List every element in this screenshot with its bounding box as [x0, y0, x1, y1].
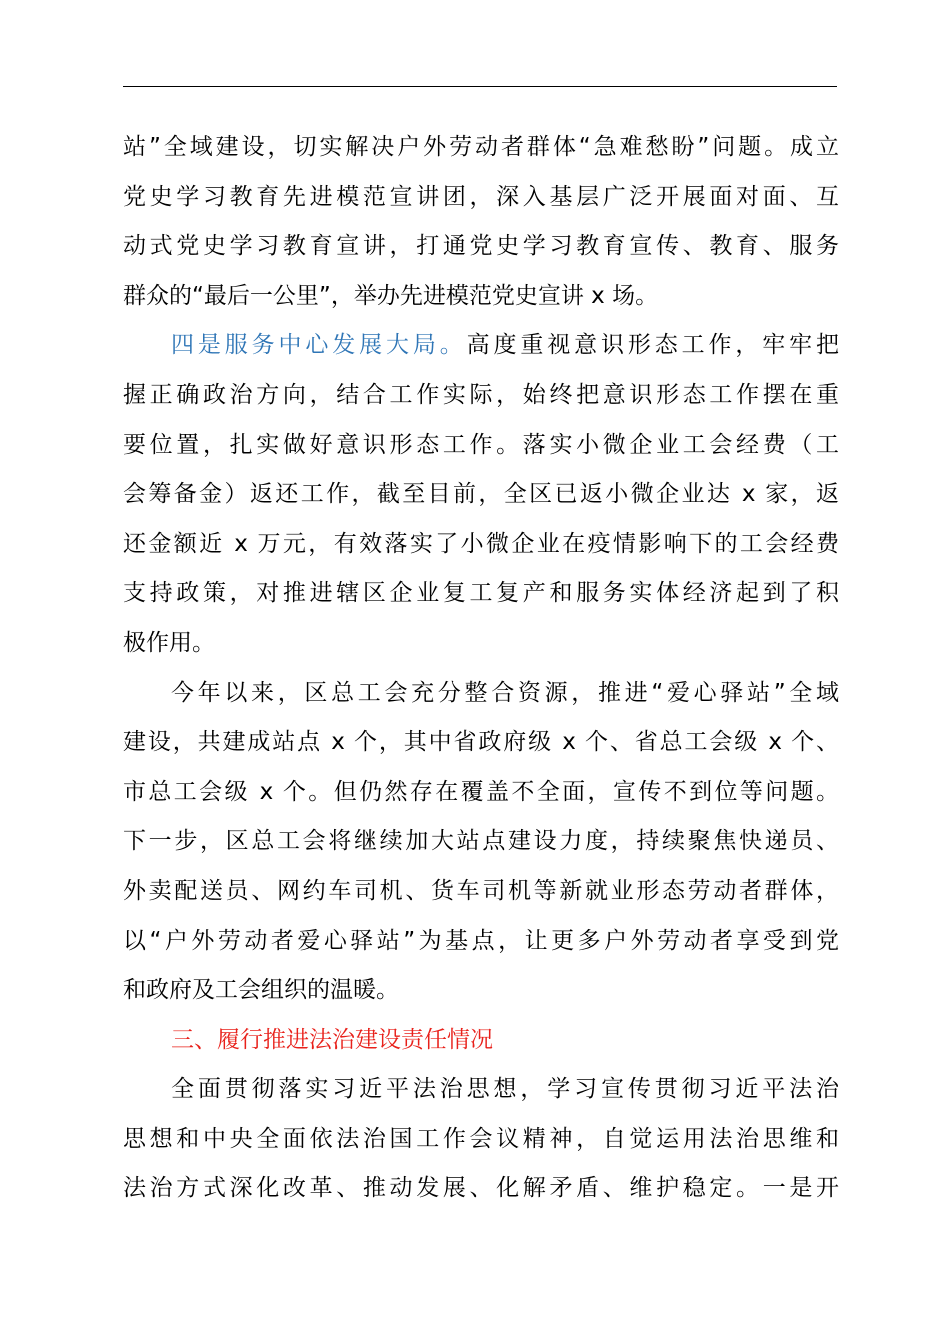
header-rule	[123, 86, 837, 87]
paragraph-four-heading: 四是服务中心发展大局。	[171, 332, 467, 359]
text-line: 会筹备金）返还工作，截至目前，全区已返小微企业达 x 家，返	[123, 481, 839, 508]
text-line: 党史学习教育先进模范宣讲团，深入基层广泛开展面对面、互	[123, 183, 839, 210]
text-line: 建设，共建成站点 x 个，其中省政府级 x 个、省总工会级 x 个、	[123, 729, 839, 756]
text-line: 站”全域建设，切实解决户外劳动者群体“急难愁盼”问题。成立	[123, 134, 839, 160]
text-line: 群众的“最后一公里”，举办先进模范党史宣讲 x 场。	[123, 282, 659, 309]
section-heading: 三、履行推进法治建设责任情况	[171, 1026, 493, 1053]
text-line: 今年以来，区总工会充分整合资源，推进“爱心驿站”全域	[171, 679, 839, 706]
paragraph-four-first-line	[123, 321, 839, 371]
text-line: 支持政策，对推进辖区企业复工复产和服务实体经济起到了积	[123, 580, 839, 607]
text-line: 和政府及工会组织的温暖。	[123, 977, 399, 1004]
text-line: 法治方式深化改革、推动发展、化解矛盾、维护稳定。一是开	[123, 1175, 839, 1202]
text-line: 动式党史学习教育宣讲，打通党史学习教育宣传、教育、服务	[123, 233, 839, 260]
text-line: 握正确政治方向，结合工作实际，始终把意识形态工作摆在重	[123, 381, 839, 408]
text-line: 要位置，扎实做好意识形态工作。落实小微企业工会经费（工	[123, 431, 839, 458]
text-line: 全面贯彻落实习近平法治思想，学习宣传贯彻习近平法治	[171, 1076, 839, 1103]
paragraph-four-lead-text: 高度重视意识形态工作，牢牢把	[466, 332, 839, 359]
text-line: 下一步，区总工会将继续加大站点建设力度，持续聚焦快递员、	[123, 828, 839, 855]
text-line: 极作用。	[123, 629, 215, 656]
document-body	[123, 123, 839, 1214]
text-line: 思想和中央全面依法治国工作会议精神，自觉运用法治思维和	[123, 1125, 839, 1152]
text-line: 外卖配送员、网约车司机、货车司机等新就业形态劳动者群体，	[123, 877, 839, 904]
text-line: 以“户外劳动者爱心驿站”为基点，让更多户外劳动者享受到党	[123, 927, 839, 954]
text-line: 还金额近 x 万元，有效落实了小微企业在疫情影响下的工会经费	[123, 530, 839, 557]
text-line: 市总工会级 x 个。但仍然存在覆盖不全面，宣传不到位等问题。	[123, 778, 839, 805]
